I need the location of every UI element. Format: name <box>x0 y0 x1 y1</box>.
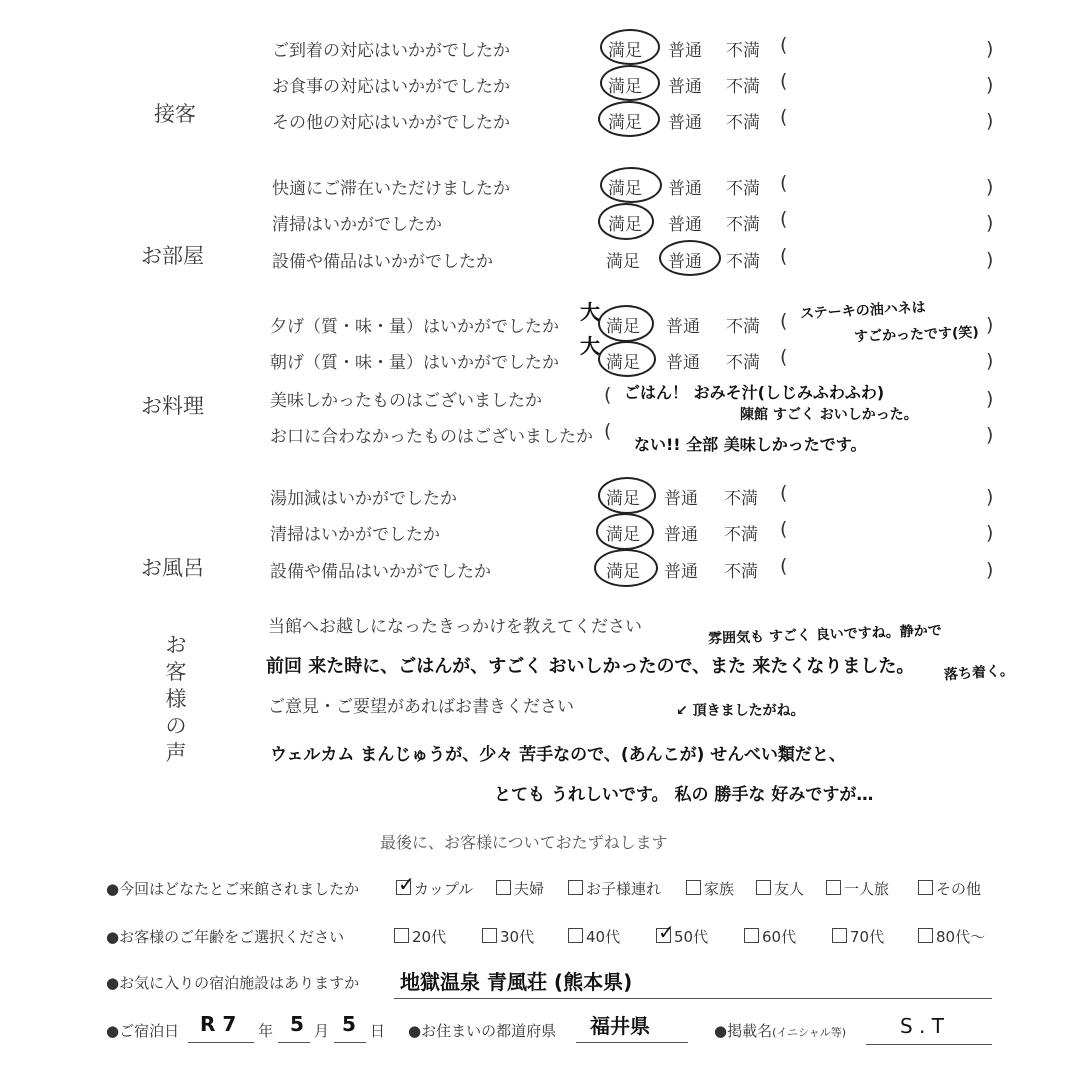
paren-close: ) <box>986 74 994 96</box>
selection-circle <box>596 513 654 550</box>
checkbox-age-50[interactable]: ✓ 50代 <box>658 920 709 946</box>
option-bad[interactable]: 不満 <box>726 215 760 235</box>
voice-char: の <box>165 714 187 738</box>
handwritten-answer: 前回 来た時に、ごはんが、すごく おいしかったので、また 来たくなりました。 <box>266 656 915 677</box>
question: 設備や備品はいかがでしたか <box>272 252 493 272</box>
option-good[interactable]: 満足 <box>606 489 640 509</box>
display-name-line <box>866 1044 992 1045</box>
option-good[interactable]: 満足 <box>608 77 642 97</box>
paren-close: ) <box>986 314 994 336</box>
option-good[interactable]: 満足 <box>608 41 642 61</box>
display-name-note: (イニシャル等) <box>772 1026 847 1039</box>
option-good[interactable]: 満足 <box>606 525 640 545</box>
section-bath: お風呂 <box>141 556 204 580</box>
checkbox-age-70[interactable]: 70代 <box>832 926 884 947</box>
checkbox-other[interactable]: その他 <box>918 878 981 899</box>
handwritten-answer: ウェルカム まんじゅうが、少々 苦手なので、(あんこが) せんべい類だと、 <box>270 745 846 765</box>
handwritten-answer: 落ち着く。 <box>943 662 1015 684</box>
paren-open: ( <box>780 482 788 504</box>
question: 当館へお越しになったきっかけを教えてください <box>268 617 642 637</box>
stay-day-line <box>334 1042 366 1043</box>
paren-open: ( <box>780 34 788 56</box>
option-normal[interactable]: 普通 <box>664 525 698 545</box>
option-normal[interactable]: 普通 <box>668 215 702 235</box>
footer-title: 最後に、お客様についておたずねします <box>380 833 668 852</box>
option-good[interactable]: 満足 <box>606 562 640 582</box>
option-normal[interactable]: 普通 <box>668 41 702 61</box>
handwritten-answer: ない!! 全部 美味しかったです。 <box>634 435 867 454</box>
stay-month-line <box>278 1042 310 1043</box>
selection-circle <box>600 65 660 101</box>
checkbox-age-60[interactable]: 60代 <box>744 926 796 947</box>
option-normal[interactable]: 普通 <box>668 252 702 272</box>
option-bad[interactable]: 不満 <box>724 562 758 582</box>
handwritten-answer: ごはん！ おみそ汁(しじみふわふわ) <box>624 383 885 402</box>
paren-close: ) <box>986 424 994 446</box>
question: その他の対応はいかがでしたか <box>272 113 510 133</box>
option-normal[interactable]: 普通 <box>664 489 698 509</box>
paren-close: ) <box>986 212 994 234</box>
stay-era: R 7 <box>200 1012 237 1036</box>
favorite-underline <box>394 998 992 999</box>
stay-date-label: ●ご宿泊日 <box>106 1022 180 1040</box>
checkbox-age-20[interactable]: 20代 <box>394 926 446 947</box>
option-bad[interactable]: 不満 <box>726 41 760 61</box>
selection-circle <box>598 203 654 240</box>
handwritten-mark: 大 <box>580 300 600 324</box>
option-bad[interactable]: 不満 <box>724 525 758 545</box>
stay-day: 5 <box>342 1012 356 1036</box>
stay-era-line <box>188 1042 254 1043</box>
display-name-label: ●掲載名(イニシャル等) <box>714 1022 847 1040</box>
paren-open: ( <box>780 172 788 194</box>
checkbox-age-80[interactable]: 80代〜 <box>918 926 985 947</box>
paren-open: ( <box>780 346 788 368</box>
checkbox-family[interactable]: 家族 <box>686 878 734 899</box>
option-normal[interactable]: 普通 <box>668 113 702 133</box>
paren-open: ( <box>604 420 612 442</box>
question: ご到着の対応はいかがでしたか <box>272 41 510 61</box>
checkbox-age-40[interactable]: 40代 <box>568 926 620 947</box>
question: お口に合わなかったものはございましたか <box>270 427 593 447</box>
voice-char: 声 <box>165 741 187 765</box>
month-label: 月 <box>314 1022 330 1040</box>
age-question: ●お客様のご年齢をご選択ください <box>106 928 345 946</box>
voice-char: お <box>165 633 187 657</box>
selection-circle <box>600 167 662 203</box>
display-name-answer: S . T <box>900 1014 944 1038</box>
question: 設備や備品はいかがでしたか <box>270 562 491 582</box>
favorite-answer: 地獄温泉 青風荘 (熊本県) <box>400 970 633 994</box>
option-good[interactable]: 満足 <box>606 353 640 373</box>
option-good[interactable]: 満足 <box>608 215 642 235</box>
paren-open: ( <box>780 106 788 128</box>
companion-question: ●今回はどなたとご来館されましたか <box>106 880 360 898</box>
selection-circle <box>659 240 721 276</box>
option-good[interactable]: 満足 <box>608 179 642 199</box>
voice-char: 客 <box>165 660 187 684</box>
question: ご意見・ご要望があればお書きください <box>268 697 574 717</box>
selection-circle <box>598 477 656 514</box>
option-bad[interactable]: 不満 <box>726 252 760 272</box>
paren-close: ) <box>986 38 994 60</box>
checkbox-solo[interactable]: 一人旅 <box>826 878 889 899</box>
paren-close: ) <box>986 388 994 410</box>
paren-close: ) <box>986 176 994 198</box>
prefecture-answer: 福井県 <box>590 1014 650 1038</box>
option-good[interactable]: 満足 <box>606 317 640 337</box>
option-bad[interactable]: 不満 <box>726 353 760 373</box>
checkbox-couple[interactable]: ✓ カップル <box>398 872 474 898</box>
section-room: お部屋 <box>141 244 204 268</box>
question: 清掃はいかがでしたか <box>270 525 440 545</box>
prefecture-line <box>576 1042 688 1043</box>
question: 美味しかったものはございましたか <box>270 391 542 411</box>
section-food: お料理 <box>141 394 204 418</box>
handwritten-comment: ステーキの油ハネは <box>799 299 927 323</box>
paren-close: ) <box>986 559 994 581</box>
paren-open: ( <box>780 208 788 230</box>
option-good[interactable]: 満足 <box>608 113 642 133</box>
paren-close: ) <box>986 350 994 372</box>
paren-close: ) <box>986 522 994 544</box>
checkbox-children[interactable]: お子様連れ <box>568 878 661 899</box>
paren-close: ) <box>986 486 994 508</box>
option-normal[interactable]: 普通 <box>666 317 700 337</box>
paren-close: ) <box>986 249 994 271</box>
option-bad[interactable]: 不満 <box>724 489 758 509</box>
handwritten-answer: 雰囲気も すごく 良いですね。静かで <box>707 622 942 648</box>
year-label: 年 <box>258 1022 274 1040</box>
option-normal[interactable]: 普通 <box>668 77 702 97</box>
selection-circle <box>598 305 654 342</box>
handwritten-answer: とても うれしいです。 私の 勝手な 好みですが… <box>494 785 874 805</box>
favorite-question: ●お気に入りの宿泊施設はありますか <box>106 974 360 992</box>
paren-open: ( <box>780 70 788 92</box>
option-bad[interactable]: 不満 <box>726 179 760 199</box>
paren-open: ( <box>780 555 788 577</box>
question: 湯加減はいかがでしたか <box>270 489 457 509</box>
paren-close: ) <box>986 110 994 132</box>
selection-circle <box>594 549 658 587</box>
handwritten-comment: すごかったです(笑) <box>853 324 980 346</box>
option-bad[interactable]: 不満 <box>726 317 760 337</box>
paren-open: ( <box>780 518 788 540</box>
option-normal[interactable]: 普通 <box>666 353 700 373</box>
selection-circle <box>598 341 656 377</box>
option-normal[interactable]: 普通 <box>664 562 698 582</box>
stay-month: 5 <box>290 1012 304 1036</box>
voice-char: 様 <box>165 687 187 711</box>
option-bad[interactable]: 不満 <box>726 113 760 133</box>
handwritten-mark: 大 <box>580 334 600 358</box>
checkbox-age-30[interactable]: 30代 <box>482 926 534 947</box>
selection-circle <box>598 101 660 137</box>
question: お食事の対応はいかがでしたか <box>272 77 510 97</box>
option-normal[interactable]: 普通 <box>668 179 702 199</box>
question: 清掃はいかがでしたか <box>272 215 442 235</box>
selection-circle <box>600 29 660 65</box>
prefecture-label: ●お住まいの都道府県 <box>408 1022 557 1040</box>
checkbox-married[interactable]: 夫婦 <box>496 878 544 899</box>
day-label: 日 <box>370 1022 386 1040</box>
option-good[interactable]: 満足 <box>606 252 640 272</box>
question: 朝げ（質・味・量）はいかがでしたか <box>270 353 559 373</box>
checkbox-friend[interactable]: 友人 <box>756 878 804 899</box>
paren-open: ( <box>604 384 612 406</box>
option-bad[interactable]: 不満 <box>726 77 760 97</box>
paren-open: ( <box>780 310 788 332</box>
paren-open: ( <box>780 245 788 267</box>
handwritten-answer: 陳館 すごく おいしかった。 <box>740 407 918 423</box>
section-service: 接客 <box>154 102 196 126</box>
handwritten-answer: ↙ 頂きましたがね。 <box>676 703 805 719</box>
question: 夕げ（質・味・量）はいかがでしたか <box>270 317 559 337</box>
question: 快適にご滞在いただけましたか <box>272 179 510 199</box>
